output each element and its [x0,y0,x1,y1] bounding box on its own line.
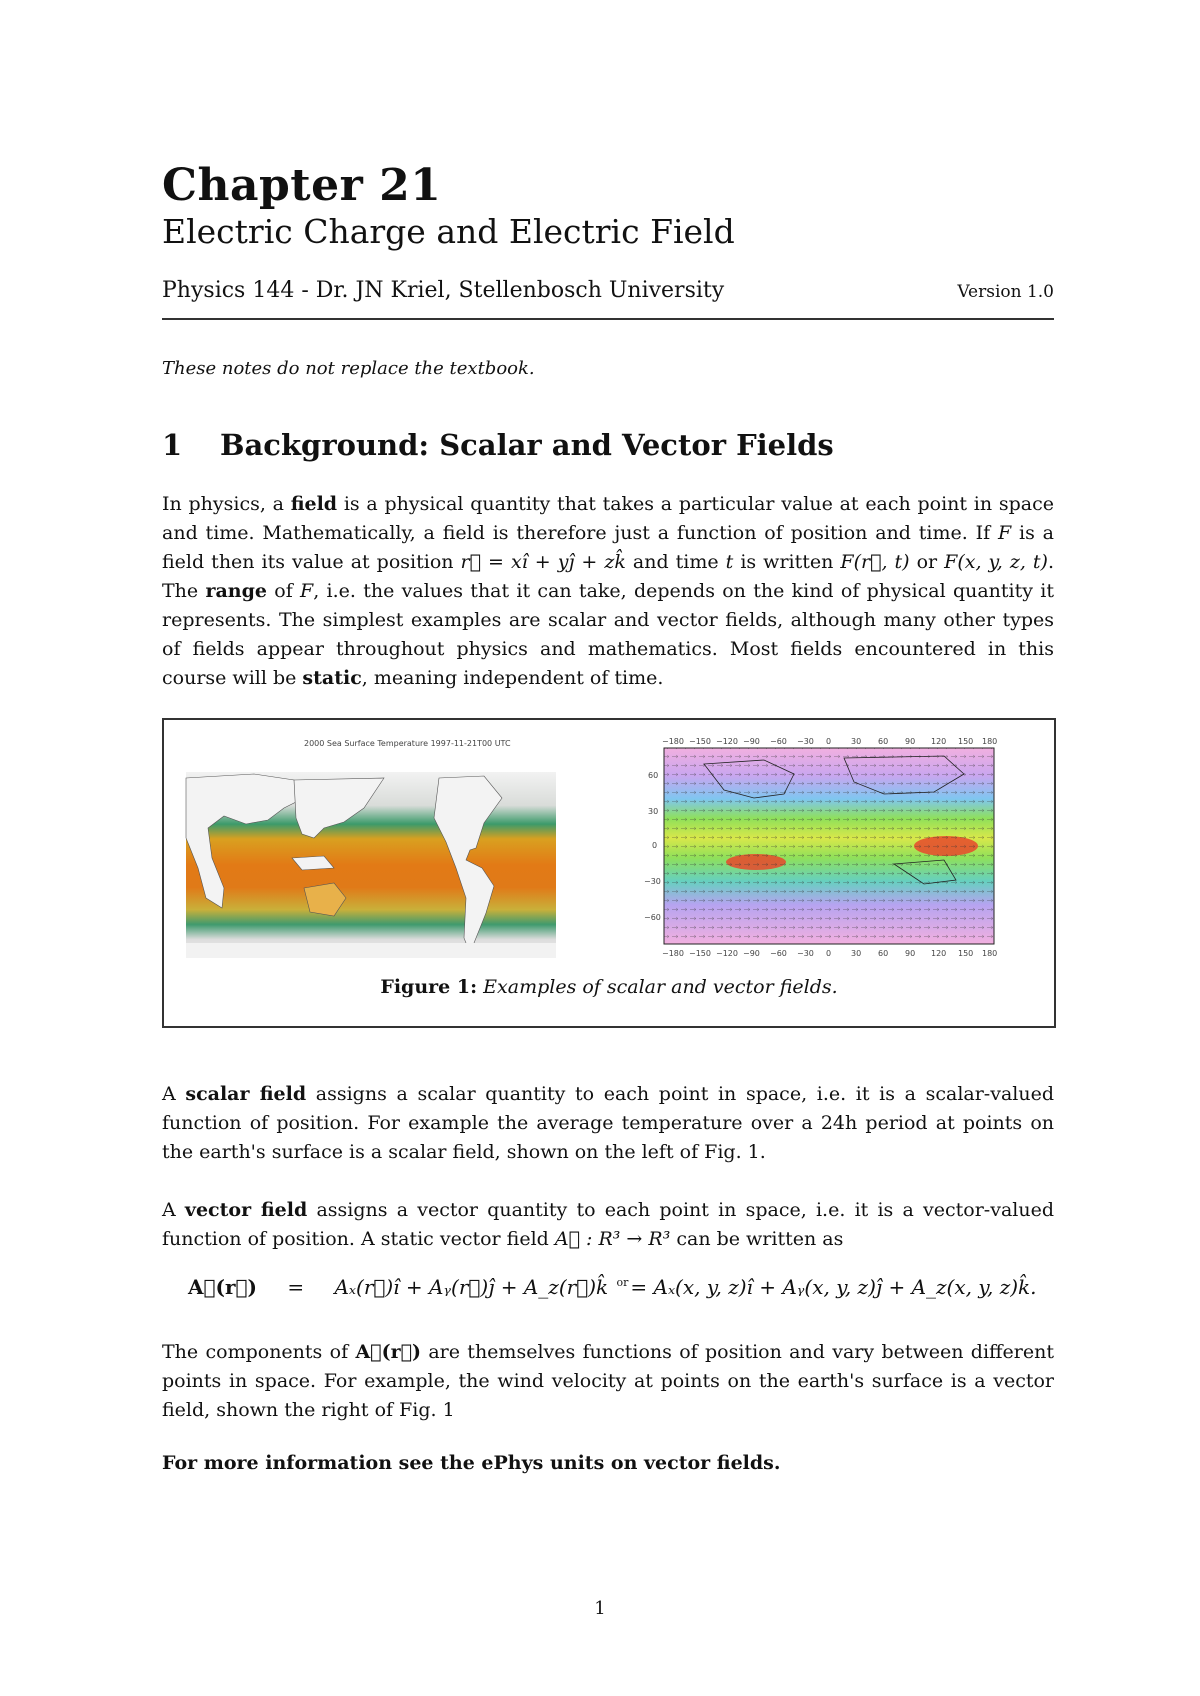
figure-caption [164,976,1054,998]
position-vector: r⃗ = xî + yĵ + zk̂ [460,551,626,573]
lon-ticks-bottom [662,949,997,958]
term-range: range [205,580,267,602]
figure-caption-text: Examples of scalar and vector fields. [483,976,838,998]
author: Physics 144 - Dr. JN Kriel, Stellenbosch University [162,278,725,303]
term-static: static [302,667,362,689]
section-title: Background: Scalar and Vector Fields [220,428,834,462]
term-vector-field: vector field [184,1199,308,1221]
svg-text:30: 30 [851,949,862,958]
vector-field-map [644,734,1004,966]
svg-text:180: 180 [982,949,998,958]
svg-text:−120: −120 [716,737,738,746]
paragraph-field-definition: In physics, a field is a physical quantity that takes a particular value at each point in space and time. Mathematically, a field is therefore just a function of position and time. If F is a field then its value at position r⃗ = xî + yĵ + zk̂ and time t is written F(r⃗, t) or F(x, y, z, t). The range of F, i.e. the values that it can take, depends on the kind of physical quantity it represents. The simplest examples are scalar and vector fields, although many other types of fields appear throughout physics and mathematics. Most fields encountered in this course will be static, meaning independent of time. [162,493,1055,689]
textbook-note: These notes do not replace the textbook. [162,358,535,379]
version-label: Version 1.0 [957,282,1054,302]
svg-text:−90: −90 [743,949,760,958]
chapter-title: Chapter 21 [162,160,442,211]
lat-ticks [644,771,661,922]
paragraph-components: The components of A⃗(r⃗) are themselves functions of position and vary between different points in space. For example, the wind velocity at points on the earth's surface is a vector field, shown the right of Fig. 1 [162,1341,1054,1421]
lon-ticks-top [662,737,997,746]
svg-text:0: 0 [826,737,832,746]
svg-text:60: 60 [648,771,659,780]
svg-text:−180: −180 [662,949,684,958]
page-number: 1 [594,1598,606,1619]
svg-text:−120: −120 [716,949,738,958]
section-heading [162,428,834,462]
svg-text:150: 150 [958,949,974,958]
svg-text:60: 60 [878,949,889,958]
svg-text:150: 150 [958,737,974,746]
term-scalar-field: scalar field [185,1083,307,1105]
field-mapping: A⃗ : R³ → R³ [554,1228,671,1250]
header-rule [162,318,1054,320]
svg-text:−30: −30 [644,877,661,886]
svg-text:30: 30 [648,807,659,816]
svg-text:−150: −150 [689,737,711,746]
svg-text:120: 120 [931,737,947,746]
paragraph-scalar-field: A scalar field assigns a scalar quantity to each point in space, i.e. it is a scalar-valued function of position. For example the average temperature over a 24h period at points on the earth's surface is a scalar field, shown on the left of Fig. 1. [162,1083,1055,1163]
land-antarctica [186,943,556,958]
svg-text:−180: −180 [662,737,684,746]
map-title: 2000 Sea Surface Temperature 1997-11-21T00 UTC [304,739,511,748]
paragraph-vector-field: A vector field assigns a vector quantity to each point in space, i.e. it is a vector-valued function of position. A static vector field A⃗ : R³ → R³ can be written as [162,1199,1054,1250]
svg-text:90: 90 [905,737,916,746]
svg-text:−60: −60 [770,949,787,958]
vector-field-equation: A⃗(r⃗) = Aₓ(r⃗)î + Aᵧ(r⃗)ĵ + A_z(r⃗)k̂ $^{or}$ = Aₓ(x, y, z)î + Aᵧ(x, y, z)ĵ + A_z(x, y, z)k̂. [188,1275,1037,1299]
more-info: For more information see the ePhys units on vector fields. [162,1452,781,1474]
svg-text:90: 90 [905,949,916,958]
section-number: 1 [162,428,183,462]
svg-text:−30: −30 [797,737,814,746]
author-line [162,278,1054,303]
term-field: field [290,493,338,515]
svg-text:−60: −60 [770,737,787,746]
wind-arrows [664,748,994,944]
svg-text:−90: −90 [743,737,760,746]
svg-text:−60: −60 [644,913,661,922]
svg-text:120: 120 [931,949,947,958]
figure-1 [162,718,1056,1028]
svg-text:180: 180 [982,737,998,746]
chapter-subtitle: Electric Charge and Electric Field [162,212,735,251]
svg-text:30: 30 [851,737,862,746]
svg-text:−150: −150 [689,949,711,958]
scalar-field-map [184,738,556,966]
svg-text:0: 0 [652,841,658,850]
svg-text:−30: −30 [797,949,814,958]
svg-text:60: 60 [878,737,889,746]
svg-text:0: 0 [826,949,832,958]
figure-label: Figure 1: [380,976,478,998]
